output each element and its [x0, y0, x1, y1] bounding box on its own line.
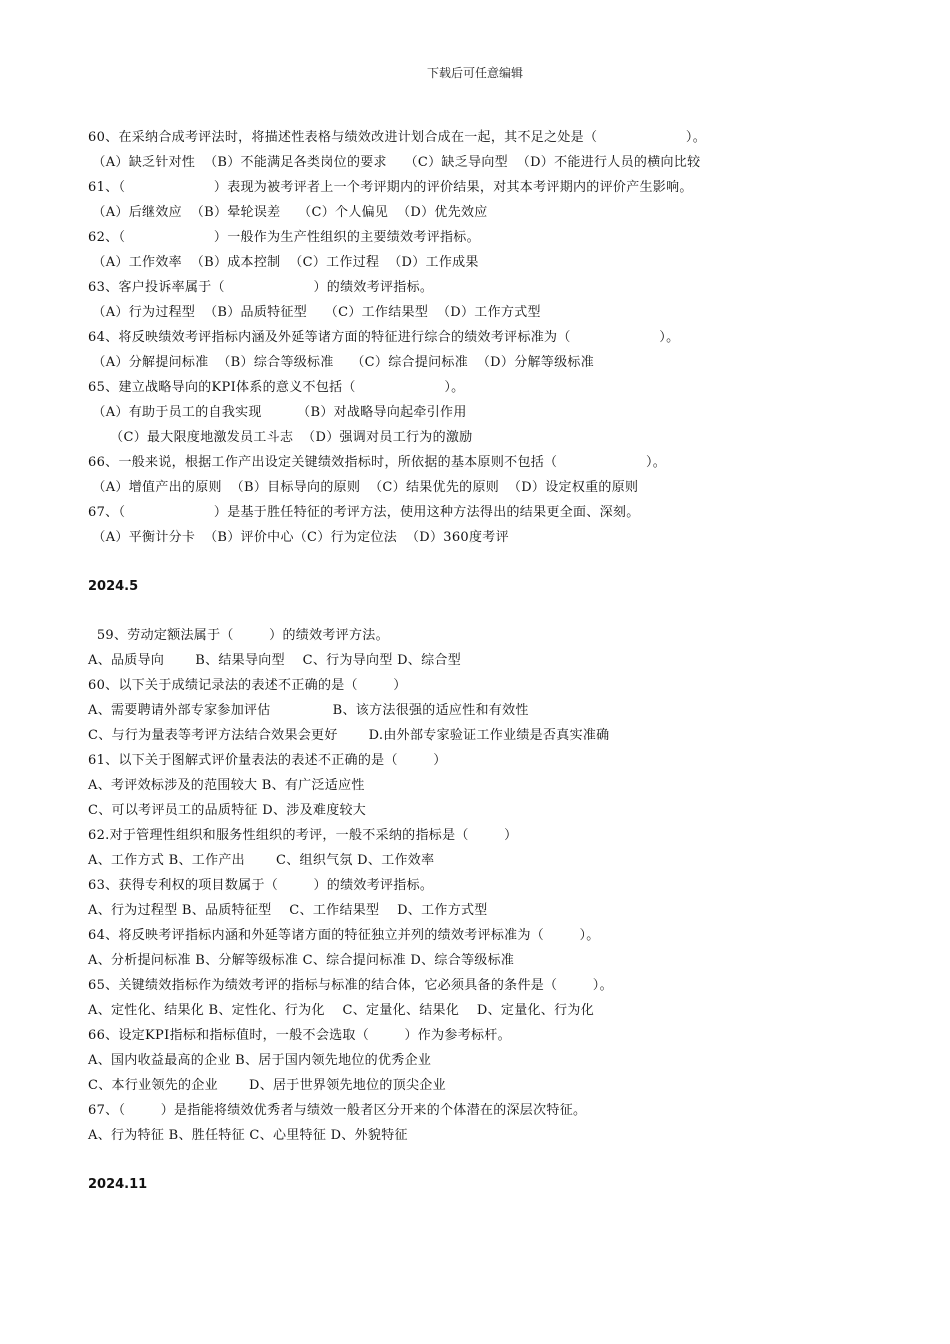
text-line: A、品质导向 B、结果导向型 C、行为导向型 D、综合型 [88, 653, 461, 668]
text-line: 66、设定KPI指标和指标值时，一般不会选取（ ）作为参考标杆。 [88, 1028, 511, 1043]
text-line: C、与行为量表等考评方法结合效果会更好 D.由外部专家验证工作业绩是否真实准确 [88, 728, 610, 743]
text-line: （A）后继效应 （B）晕轮误差 （C）个人偏见 （D）优先效应 [88, 205, 488, 220]
text-line: 60、以下关于成绩记录法的表述不正确的是（ ） [88, 678, 407, 693]
text-line: 67、（ ）是基于胜任特征的考评方法，使用这种方法得出的结果更全面、深刻。 [88, 505, 640, 520]
text-line: 67、（ ）是指能将绩效优秀者与绩效一般者区分开来的个体潜在的深层次特征。 [88, 1103, 587, 1118]
text-line: A、分析提问标准 B、分解等级标准 C、综合提问标准 D、综合等级标准 [88, 953, 515, 968]
text-line: （A）有助于员工的自我实现 （B）对战略导向起牵引作用 [88, 405, 467, 420]
text-line: （A）缺乏针对性 （B）不能满足各类岗位的要求 （C）缺乏导向型 （D）不能进行人员的横向比较 [88, 155, 701, 170]
text-line: 66、一般来说，根据工作产出设定关键绩效指标时，所依据的基本原则不包括（ ）。 [88, 455, 667, 470]
text-line: 59、劳动定额法属于（ ）的绩效考评方法。 [88, 628, 389, 643]
text-line: 62、（ ）一般作为生产性组织的主要绩效考评指标。 [88, 230, 480, 245]
text-line: A、工作方式 B、工作产出 C、组织气氛 D、工作效率 [88, 853, 435, 868]
text-line: 65、建立战略导向的KPI体系的意义不包括（ ）。 [88, 380, 465, 395]
section-heading-2024-11: 2024.11 [88, 1177, 148, 1192]
page-header: 下载后可任意编辑 [426, 66, 523, 80]
text-line: A、需要聘请外部专家参加评估 B、该方法很强的适应性和有效性 [88, 703, 529, 718]
question-section-1 [88, 125, 888, 550]
text-line: 60、在采纳合成考评法时，将描述性表格与绩效改进计划合成在一起，其不足之处是（ ）。 [88, 130, 706, 145]
text-line: C、本行业领先的企业 D、居于世界领先地位的顶尖企业 [88, 1078, 446, 1093]
text-line: 61、（ ）表现为被考评者上一个考评期内的评价结果，对其本考评期内的评价产生影响。 [88, 180, 693, 195]
text-line: 65、关键绩效指标作为绩效考评的指标与标准的结合体，它必须具备的条件是（ ）。 [88, 978, 613, 993]
text-line: （A）增值产出的原则 （B）目标导向的原则 （C）结果优先的原则 （D）设定权重的原则 [88, 480, 639, 495]
text-line: C、可以考评员工的品质特征 D、涉及难度较大 [88, 803, 367, 818]
text-line: A、考评效标涉及的范围较大 B、有广泛适应性 [88, 778, 365, 793]
text-line: 63、客户投诉率属于（ ）的绩效考评指标。 [88, 280, 434, 295]
text-line: 64、将反映考评指标内涵和外延等诸方面的特征独立并列的绩效考评标准为（ ）。 [88, 928, 600, 943]
text-line: 63、获得专利权的项目数属于（ ）的绩效考评指标。 [88, 878, 434, 893]
text-line: 62.对于管理性组织和服务性组织的考评，一般不采纳的指标是（ ） [88, 828, 518, 843]
text-line: A、国内收益最高的企业 B、居于国内领先地位的优秀企业 [88, 1053, 432, 1068]
text-line: （C）最大限度地激发员工斗志 （D）强调对员工行为的激励 [88, 430, 473, 445]
text-line: （A）行为过程型 （B）品质特征型 （C）工作结果型 （D）工作方式型 [88, 305, 541, 320]
text-line: （A）平衡计分卡 （B）评价中心（C）行为定位法 （D）360度考评 [88, 530, 509, 545]
document-body [88, 125, 888, 1197]
text-line: （A）工作效率 （B）成本控制 （C）工作过程 （D）工作成果 [88, 255, 479, 270]
question-section-2 [88, 623, 888, 1148]
text-line: 64、将反映绩效考评指标内涵及外延等诸方面的特征进行综合的绩效考评标准为（ ）。 [88, 330, 680, 345]
text-line: A、行为过程型 B、品质特征型 C、工作结果型 D、工作方式型 [88, 903, 488, 918]
text-line: A、行为特征 B、胜任特征 C、心里特征 D、外貌特征 [88, 1128, 408, 1143]
section-heading-2024-5: 2024.5 [88, 579, 139, 594]
text-line: 61、以下关于图解式评价量表法的表述不正确的是（ ） [88, 753, 447, 768]
text-line: A、定性化、结果化 B、定性化、行为化 C、定量化、结果化 D、定量化、行为化 [88, 1003, 595, 1018]
text-line: （A）分解提问标准 （B）综合等级标准 （C）综合提问标准 （D）分解等级标准 [88, 355, 595, 370]
